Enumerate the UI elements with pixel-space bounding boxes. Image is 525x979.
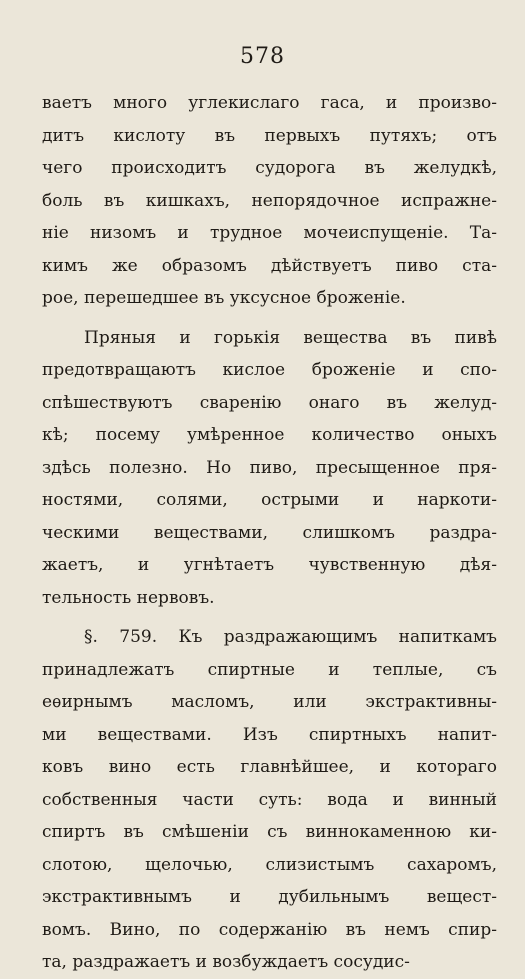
text-line: ваетъ много углекислаго гаса, и произво- [42, 93, 497, 113]
text-line: боль въ кишкахъ, непорядочное испражне- [42, 190, 497, 211]
text-line: предотвращаютъ кислое броженiе и спо- [42, 360, 497, 380]
text-line: спиртъ въ смѣшенiи съ виннокаменною ки- [42, 822, 497, 842]
text-line: слотою, щелочью, слизистымъ сахаромъ, [42, 854, 497, 875]
text-line: ковъ вино есть главнѣйшее, и котораго [42, 757, 497, 777]
page-number: 578 [240, 44, 285, 69]
text-line: чего происходитъ судорога въ желудкѣ, [42, 158, 497, 178]
body-text [42, 87, 497, 979]
text-line: ческими веществами, слишкомъ раздра- [42, 522, 497, 543]
text-line: дитъ кислоту въ первыхъ путяхъ; отъ [42, 125, 497, 146]
text-line: Пряныя и горькiя вещества въ пивѣ [84, 327, 497, 348]
text-line: экстрактивнымъ и дубильнымъ вещест- [42, 887, 497, 907]
paragraph-gap [42, 614, 497, 621]
paragraph-gap [42, 315, 497, 322]
paragraph [42, 322, 497, 615]
text-line: рое, перешедшее въ уксусное броженiе. [42, 288, 406, 308]
text-line: собственныя части суть: вода и винный [42, 789, 497, 810]
paragraph [42, 621, 497, 979]
text-line: тельность нервовъ. [42, 587, 215, 608]
paragraph [42, 87, 497, 315]
text-line: кѣ; посему умѣренное количество оныхъ [42, 425, 497, 445]
text-line: еѳирнымъ масломъ, или экстрактивны- [42, 692, 497, 712]
text-line: кимъ же образомъ дѣйствуетъ пиво ста- [42, 255, 497, 276]
text-line: ностями, солями, острыми и наркоти- [42, 490, 497, 510]
text-line: здѣсь полезно. Но пиво, пресыщенное пря- [42, 457, 497, 478]
text-line: §. 759. Къ раздражающимъ напиткамъ [84, 627, 497, 647]
text-line: жаетъ, и угнѣтаетъ чувственную дѣя- [42, 555, 497, 575]
text-line: та, раздражаетъ и возбуждаетъ сосудис- [42, 952, 410, 972]
text-line: ми веществами. Изъ спиртныхъ напит- [42, 724, 497, 745]
text-line: нiе низомъ и трудное мочеиспущенiе. Та- [42, 223, 497, 243]
text-line: вомъ. Вино, по содержанiю въ немъ спир- [42, 919, 497, 940]
text-line: принадлежатъ спиртные и теплые, съ [42, 659, 497, 680]
text-line: спѣшествуютъ сваренiю онаго въ желуд- [42, 392, 497, 413]
